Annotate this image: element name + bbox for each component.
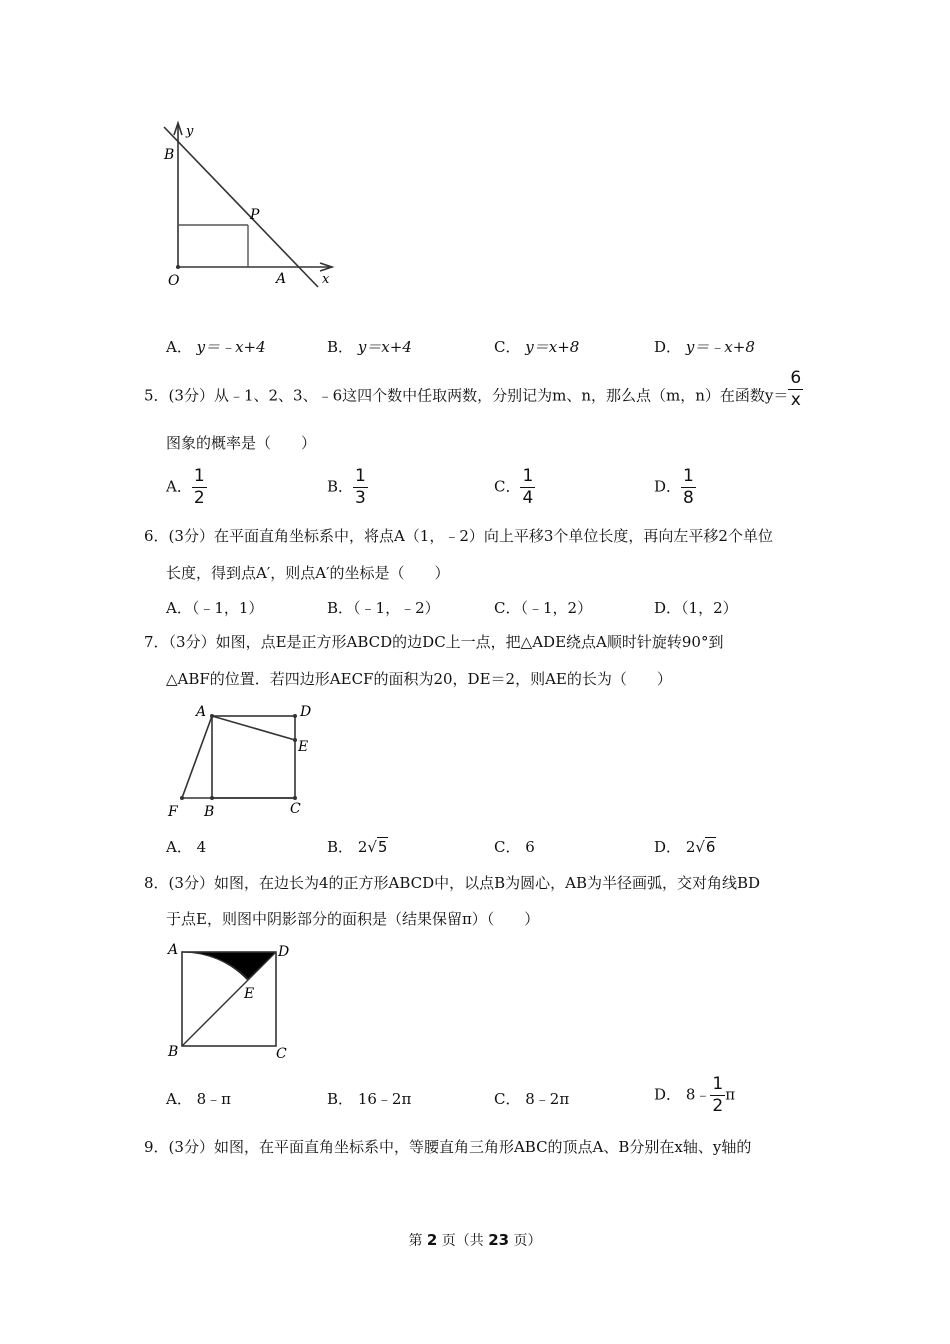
q7-option-d: D． 2√6 [654, 838, 716, 856]
label-c: C [290, 801, 301, 817]
label-f: F [168, 804, 178, 820]
q7-option-a: A． 4 [166, 838, 207, 856]
q5-option-b: B． $\frac{1}{3}$ [327, 466, 366, 508]
label-a: A [276, 271, 287, 287]
q8-stem-line2: 于点E，则图中阴影部分的面积是（结果保留π）（ ） [166, 910, 540, 928]
label-a: A [168, 942, 179, 958]
label-c: C [276, 1046, 287, 1062]
q4-option-d: D． y＝﹣x+8 [654, 338, 755, 356]
q8-stem-line1: 8．(3分）如图，在边长为4的正方形ABCD中，以点B为圆心，AB为半径画弧，交对角线BD [144, 874, 761, 892]
label-x: x [322, 272, 330, 287]
q6-option-b: B．（﹣1，﹣2） [327, 599, 440, 617]
q6-option-a: A．（﹣1，1） [166, 599, 264, 617]
label-e: E [298, 739, 309, 755]
label-o: O [168, 273, 180, 289]
q5-option-d: D． $\frac{1}{8}$ [654, 466, 694, 508]
q8-figure [160, 938, 300, 1063]
label-y: y [186, 124, 194, 139]
q6-option-c: C．（﹣1，2） [494, 599, 593, 617]
q8-option-b: B． 16﹣2π [327, 1090, 412, 1108]
q8-option-a: A． 8﹣π [166, 1090, 232, 1108]
q9-stem-line1: 9．(3分）如图，在平面直角坐标系中，等腰直角三角形ABC的顶点A、B分别在x轴、y轴的 [144, 1138, 752, 1156]
q4-option-c: C． y＝x+8 [494, 338, 580, 356]
label-b: B [164, 147, 175, 163]
q4-option-a: A． y＝﹣x+4 [166, 338, 266, 356]
q7-option-b: B． 2√5 [327, 838, 388, 856]
q6-stem-line1: 6．(3分）在平面直角坐标系中，将点A（1，﹣2）向上平移3个单位长度，再向左平移2个单位 [144, 527, 773, 545]
q6-option-d: D．（1，2） [654, 599, 738, 617]
q5-option-c: C． $\frac{1}{4}$ [494, 466, 534, 508]
label-b: B [204, 804, 215, 820]
label-d: D [300, 704, 312, 720]
label-e: E [244, 986, 255, 1002]
q7-stem-line1: 7．（3分）如图，点E是正方形ABCD的边DC上一点，把△ADE绕点A顺时针旋转90°到 [144, 633, 724, 651]
q6-stem-line2: 长度，得到点A′，则点A′的坐标是（ ） [166, 564, 450, 582]
q5-option-a: A． $\frac{1}{2}$ [166, 466, 205, 508]
q5-stem-line2: 图象的概率是（ ） [166, 434, 317, 452]
q4-option-b: B． y＝x+4 [327, 338, 412, 356]
page-footer: 第 2 页（共 23 页） [408, 1231, 542, 1249]
label-d: D [278, 944, 290, 960]
q7-figure [160, 698, 330, 823]
q5-stem-line1: 5．(3分）从﹣1、2、3、﹣6这四个数中任取两数，分别记为m、n，那么点（m，n）在函数y＝ $\frac{6}{x}$ [144, 368, 802, 410]
q8-option-d: D． 8﹣ $\frac{1}{2}$ π [654, 1074, 736, 1116]
line-ab [164, 127, 318, 287]
q8-option-c: C． 8﹣2π [494, 1090, 570, 1108]
q4-figure [150, 115, 350, 295]
label-b: B [168, 1044, 179, 1060]
q7-stem-line2: △ABF的位置．若四边形AECF的面积为20，DE＝2，则AE的长为（ ） [166, 670, 672, 688]
label-p: P [250, 207, 260, 223]
label-a: A [196, 704, 207, 720]
q7-option-c: C． 6 [494, 838, 535, 856]
